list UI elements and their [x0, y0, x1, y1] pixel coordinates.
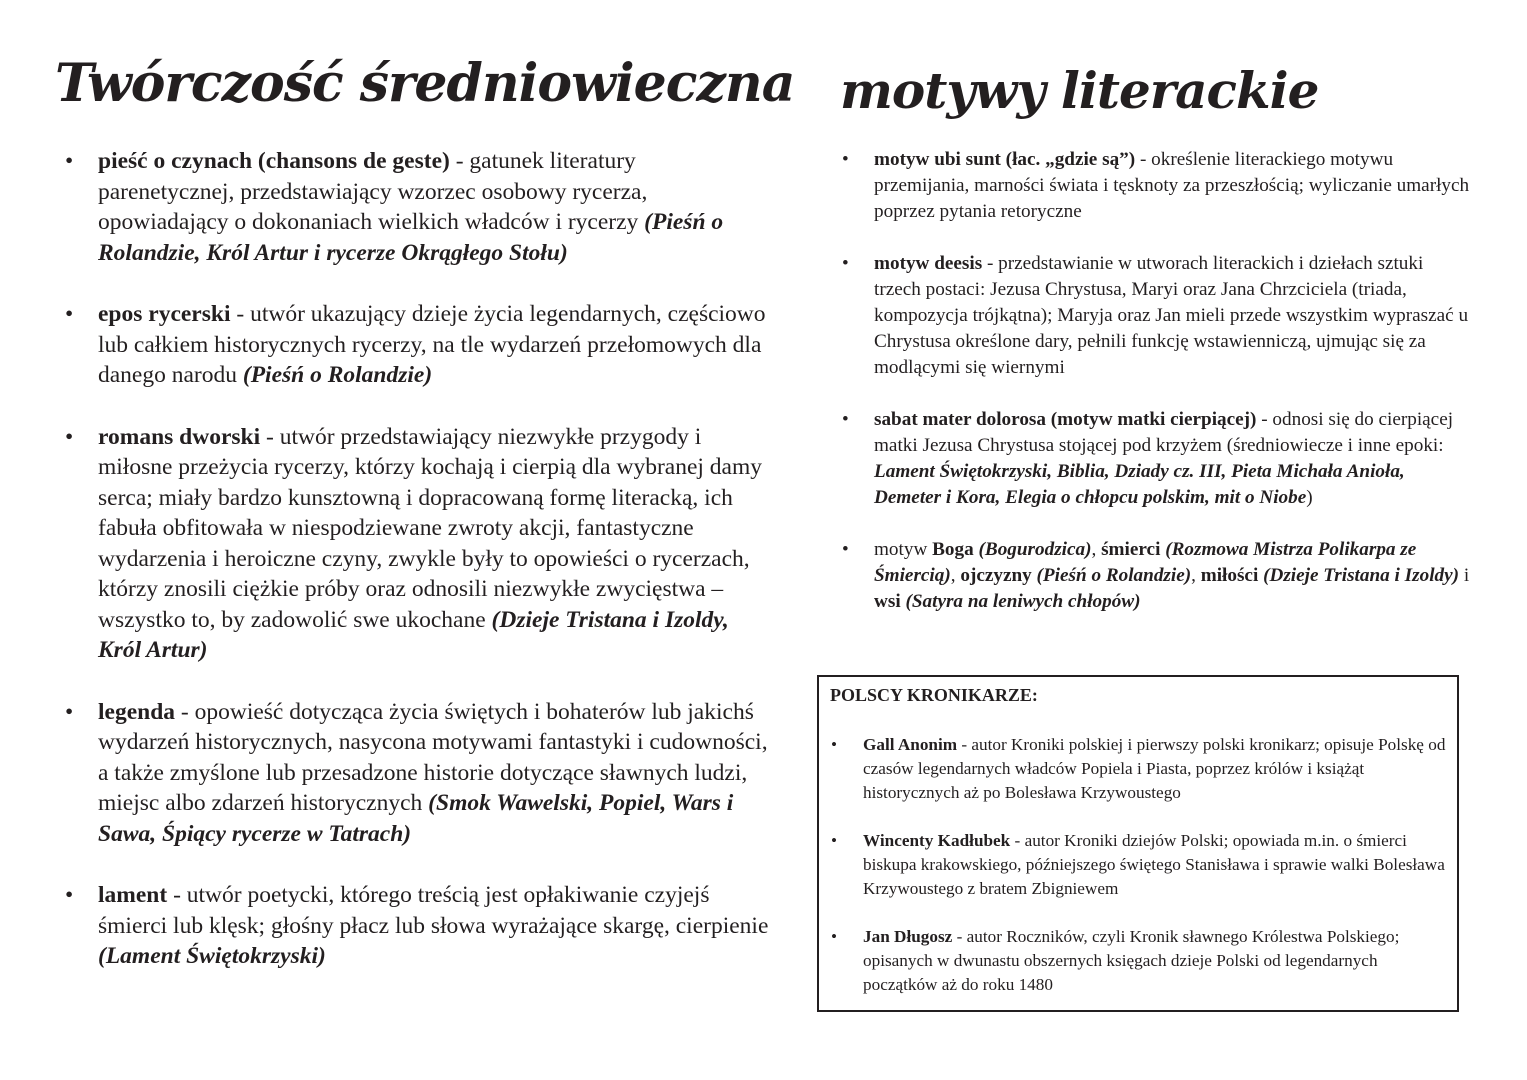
chroniclers-list: [863, 733, 1455, 1021]
examples: (Rozmowa Mistrza Polikarpa ze Śmiercią): [874, 539, 1417, 586]
chronicler-name: Wincenty Kadłubek: [863, 831, 1011, 850]
list-item: • motyw Boga (Bogurodzica), śmierci (Rozmowa Mistrza Polikarpa ze Śmiercią), ojczyzny (Pieśń o Rolandzie), miłości (Dzieje Tristana i Izoldy) i wsi (Satyra na leniwych chłopów): [874, 537, 1470, 615]
list-item: [874, 251, 1470, 381]
description: - autor Roczników, czyli Kronik sławnego Królestwa Polskiego; opisanych w dwunastu obszernych księgach dzieje Polski od legendarnych początków aż do roku 1480: [863, 927, 1400, 994]
box-title: POLSCY KRONIKARZE:: [830, 685, 1038, 705]
examples: (Satyra na leniwych chłopów): [905, 591, 1141, 612]
list-item: [863, 733, 1455, 805]
term: wsi: [874, 591, 901, 612]
definition: - opowieść dotycząca życia świętych i bohaterów lub jakichś wydarzeń historycznych, nasycona motywami fantastyki i cudowności, a także zmyślone lub przesadzone historie dotyczące sławnych ludzi, miejsc albo zdarzeń historycznych: [98, 698, 768, 816]
definition: - określenie literackiego motywu przemijania, marności świata i tęsknoty za przeszłością; wyliczanie umarłych poprzez pytania retoryczne: [874, 149, 1470, 222]
page-title-right: motywy literackie: [840, 61, 1319, 120]
list-item: [874, 407, 1470, 511]
list-item: [874, 147, 1470, 225]
term: sabat mater dolorosa (motyw matki cierpiącej): [874, 409, 1257, 430]
definition: - gatunek literatury parenetycznej, przedstawiający wzorzec osobowy rycerza, opowiadający o dokonaniach wielkich władców i rycerzy: [98, 148, 648, 235]
definition: - utwór ukazujący dzieje życia legendarnych, częściowo lub całkiem historycznych rycerzy, na tle wydarzeń przełomowych dla danego narodu: [98, 301, 766, 388]
definition: - utwór przedstawiający niezwykłe przygody i miłosne przeżycia rycerzy, którzy kochają i cierpią dla wybranej damy serca; miały bardzo kunsztowną i dopracowaną formę literacką, ich fabuła obfitowała w niespodziewane zwroty akcji, fantastyczne wydarzenia i heroiczne czyny, zwykle były to opowieści o rycerzach, którzy znosili ciężkie próby oraz odnosili niezwykłe zwycięstwa – wszystko to, by zadowolić swe ukochane: [98, 423, 763, 633]
definition: - utwór poetycki, którego treścią jest opłakiwanie czyjejś śmierci lub klęsk; głośny płacz lub słowa wyrażające skargę, cierpienie: [98, 882, 769, 939]
term: śmierci: [1101, 539, 1161, 560]
term: miłości: [1200, 565, 1259, 586]
term: romans dworski: [98, 423, 261, 450]
list-item: [98, 422, 770, 666]
term: epos rycerski: [98, 301, 231, 327]
examples: (Pieśń o Rolandzie, Król Artur i rycerze Okrągłego Stołu): [98, 209, 724, 266]
examples: Lament Świętokrzyski, Biblia, Dziady cz. III, Pieta Michała Anioła, Demeter i Kora, Elegia o chłopcu polskim, mit o Niobe: [874, 461, 1405, 508]
list-item: [863, 925, 1455, 997]
term: motyw deesis: [874, 253, 983, 274]
motifs-list: [874, 147, 1470, 641]
examples: (Lament Świętokrzyski): [98, 943, 326, 969]
term: Boga: [932, 539, 974, 560]
term: lament: [98, 882, 168, 908]
list-item: [98, 697, 770, 850]
prefix: motyw: [874, 539, 933, 560]
term: motyw ubi sunt (łac. „gdzie są”): [874, 149, 1136, 170]
conjunction: i: [1459, 565, 1470, 586]
term: legenda: [98, 698, 176, 725]
genres-list: [98, 146, 770, 1003]
chroniclers-box: [817, 675, 1459, 1012]
examples: (Dzieje Tristana i Izoldy, Król Artur): [98, 606, 729, 663]
definition: - przedstawianie w utworach literackich i dziełach sztuki trzech postaci: Jezusa Chrystusa, Maryi oraz Jana Chrzciciela (triada, kompozycja trójkątna); Maryja oraz Jan mieli przede wszystkim wypraszać u Chrystusa określone dary, pełnili funkcję wstawienniczą, ujmując się za modlącymi się wiernymi: [874, 253, 1469, 378]
examples: (Smok Wawelski, Popiel, Wars i Sawa, Śpiący rycerze w Tatrach): [98, 790, 734, 847]
list-item: [98, 146, 770, 268]
definition: - odnosi się do cierpiącej matki Jezusa Chrystusa stojącej pod krzyżem (średniowiecze i inne epoki:: [874, 409, 1454, 456]
description: - autor Kroniki dziejów Polski; opowiada m.in. o śmierci biskupa krakowskiego, późniejszego świętego Stanisława i sprawie walki Bolesława Krzywoustego z bratem Zbigniewem: [863, 831, 1445, 898]
examples: (Pieśń o Rolandzie): [1036, 565, 1192, 586]
examples: (Pieśń o Rolandzie): [242, 362, 433, 388]
term: ojczyzny: [960, 565, 1032, 586]
paren: ): [1306, 487, 1313, 508]
list-item: [98, 880, 770, 972]
term: pieść o czynach (chansons de geste): [98, 148, 450, 174]
examples: (Dzieje Tristana i Izoldy): [1263, 565, 1460, 586]
chronicler-name: Gall Anonim: [863, 735, 958, 754]
list-item: [98, 299, 770, 391]
examples: (Bogurodzica): [978, 539, 1092, 560]
description: - autor Kroniki polskiej i pierwszy polski kronikarz; opisuje Polskę od czasów legendarnych władców Popiela i Piasta, poprzez królów i książąt historycznych aż po Bolesława Krzywoustego: [863, 735, 1446, 802]
list-item: [863, 829, 1455, 901]
page-title-left: Twórczość średniowieczna: [55, 53, 795, 114]
chronicler-name: Jan Długosz: [863, 927, 953, 946]
